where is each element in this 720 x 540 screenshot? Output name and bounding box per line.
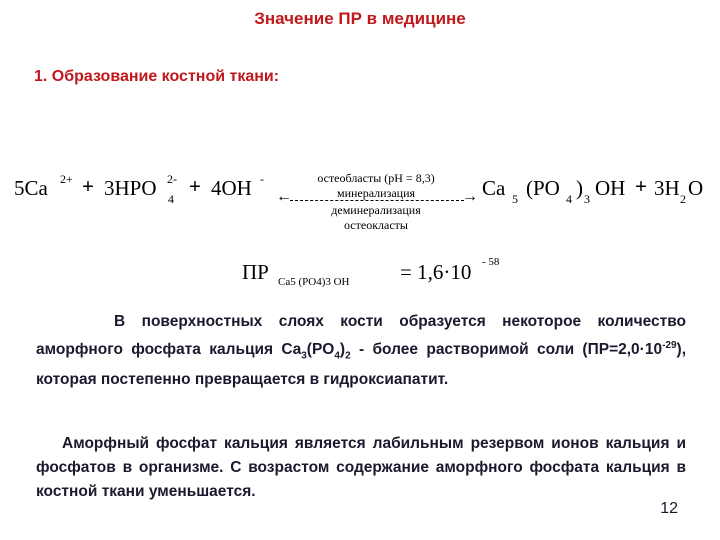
condition-demineralization: деминерализация — [331, 203, 421, 217]
reactant-hydrogen-phosphate-subscript: 4 — [168, 192, 174, 206]
page-number: 12 — [660, 500, 678, 517]
paragraph-text: В поверхностных слоях кости образуется некоторое количество аморфного фосфата кальция Ca — [36, 313, 686, 359]
product-hydroxyapatite-oh: OH — [595, 176, 626, 200]
reaction-equation — [14, 160, 714, 250]
plus-sign: + — [189, 174, 201, 198]
reactant-hydroxide-charge: - — [260, 172, 264, 186]
subscript: 3 — [301, 350, 307, 362]
paragraph-text: ), которая постепенно превращается в гидроксиапатит. — [36, 341, 686, 389]
plus-sign: + — [635, 174, 647, 198]
subscript: 4 — [334, 350, 340, 362]
product-water-o: O — [688, 176, 704, 200]
ksp-exponent: - 58 — [482, 256, 500, 268]
product-hydroxyapatite-paren: ) — [576, 176, 583, 200]
ksp-value: = 1,6·10 — [400, 260, 472, 284]
product-hydroxyapatite-po: (PO — [526, 176, 560, 200]
reactant-hydrogen-phosphate-charge: 2- — [167, 172, 177, 186]
paragraph-labile-reserve: Аморфный фосфат кальция является лабильным резервом ионов кальция и фосфатов в организме. С возрастом содержание аморфного фосфата кальция в костной ткани уменьшается. — [36, 435, 686, 500]
subscript: 2 — [345, 350, 351, 362]
section-heading: 1. Образование костной ткани: — [34, 68, 280, 85]
reactant-hydrogen-phosphate: 3HPO — [104, 176, 157, 200]
paragraph-text: ) — [339, 341, 346, 359]
arrow-left-icon: ← — [276, 188, 292, 205]
product-hydroxyapatite-sub-3: 3 — [584, 192, 590, 206]
reactant-calcium-charge: 2+ — [60, 172, 73, 186]
equilibrium-line — [290, 200, 464, 201]
superscript: -29 — [662, 340, 677, 351]
ksp-symbol: ПР — [242, 260, 269, 284]
reactant-calcium: 5Ca — [14, 176, 48, 200]
product-hydroxyapatite-sub-4: 4 — [566, 192, 572, 206]
page-title: Значение ПР в медицине — [254, 9, 466, 28]
reactant-hydroxide: 4OH — [211, 176, 252, 200]
product-water-sub: 2 — [680, 192, 686, 206]
product-hydroxyapatite-sub-5: 5 — [512, 192, 518, 206]
paragraph-text: - более растворимой соли (ПР=2,0·10 — [350, 341, 663, 359]
arrow-right-icon: → — [462, 188, 478, 205]
product-water-h: 3H — [654, 176, 680, 200]
paragraph-amorphous-phosphate — [36, 310, 686, 392]
solubility-product-formula — [242, 258, 562, 294]
product-hydroxyapatite-ca: Ca — [482, 176, 506, 200]
condition-osteoblasts: остеобласты (pH = 8,3) — [317, 171, 435, 185]
plus-sign: + — [82, 174, 94, 198]
paragraph-text: (PO — [306, 341, 335, 359]
condition-osteoclasts: остеокласты — [344, 218, 408, 232]
condition-mineralization: минерализация — [336, 186, 416, 200]
ksp-subscript: Ca5 (PO4)3 OH — [278, 276, 350, 288]
